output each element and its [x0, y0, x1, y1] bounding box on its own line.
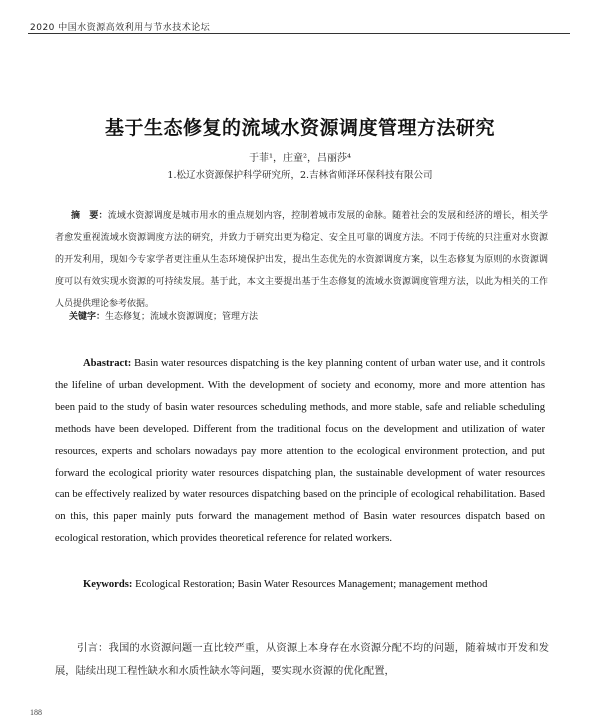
keywords-chinese-label: 关键字： [69, 312, 106, 322]
abstract-chinese-text: 流域水资源调度是城市用水的重点规划内容，控制着城市发展的命脉。随着社会的发展和经济的增长，相关学者愈发重视流域水资源调度方法的研究，并致力于研究出更为稳定、安全且可靠的调度方法。不同于传统的只注重对水资源的开发利用，现如今专家学者更注重从生态环境保护出发，提出生态优先的水资源调度方案，以生态修复为原则的水资源调度可以有效实现水资源的可持续发展。基于此，本文主要提出基于生态修复的流域水资源调度管理方法，以此为相关的工作人员提供理论参考依据。 [55, 211, 548, 309]
keywords-chinese [69, 309, 549, 322]
paper-title: 基于生态修复的流域水资源调度管理方法研究 [104, 117, 495, 139]
abstract-english [55, 353, 545, 550]
abstract-chinese [55, 205, 548, 315]
abstract-english-text: Basin water resources dispatching is the key planning content of urban water use, and it controls the lifeline of urban development. With the development of society and economy, more and more attention has been paid to the study of basin water resources scheduling methods, and more stable, safe and reliable scheduling methods have been developed. Different from the traditional focus on the development and utilization of water resources, experts and scholars nowadays pay more attention to the ecological environment protection, and put forward the ecological priority water resources dispatching plan, the sustainable development of water resources can be effectively realized by water resources dispatching based on the principle of ecological rehabilitation. Based on this, this paper mainly puts forward the management method of Basin water resources dispatch based on ecological restoration, which provides theoretical reference for related workers. [55, 358, 545, 545]
keywords-english [55, 575, 545, 595]
introduction-paragraph: 引言：我国的水资源问题一直比较严重，从资源上本身存在水资源分配不均的问题，随着城市开发和发展，陆续出现工程性缺水和水质性缺水等问题，要实现水资源的优化配置， [55, 642, 549, 677]
keywords-chinese-text: 生态修复；流域水资源调度；管理方法 [105, 312, 259, 322]
page-number: 188 [30, 708, 42, 717]
paper-affiliation: 1.松辽水资源保护科学研究所，2.吉林省师泽环保科技有限公司 [167, 170, 433, 181]
keywords-english-label: Keywords: [83, 579, 133, 590]
running-header: 2020 中国水资源高效利用与节水技术论坛 [30, 23, 211, 33]
paper-authors: 于菲¹，庄童²，吕丽莎⁴ [248, 153, 352, 164]
header-rule [28, 33, 570, 34]
abstract-english-label: Abastract: [83, 358, 132, 369]
keywords-english-text: Ecological Restoration; Basin Water Resources Management; management method [135, 579, 488, 590]
abstract-chinese-label: 摘 要： [71, 211, 108, 221]
